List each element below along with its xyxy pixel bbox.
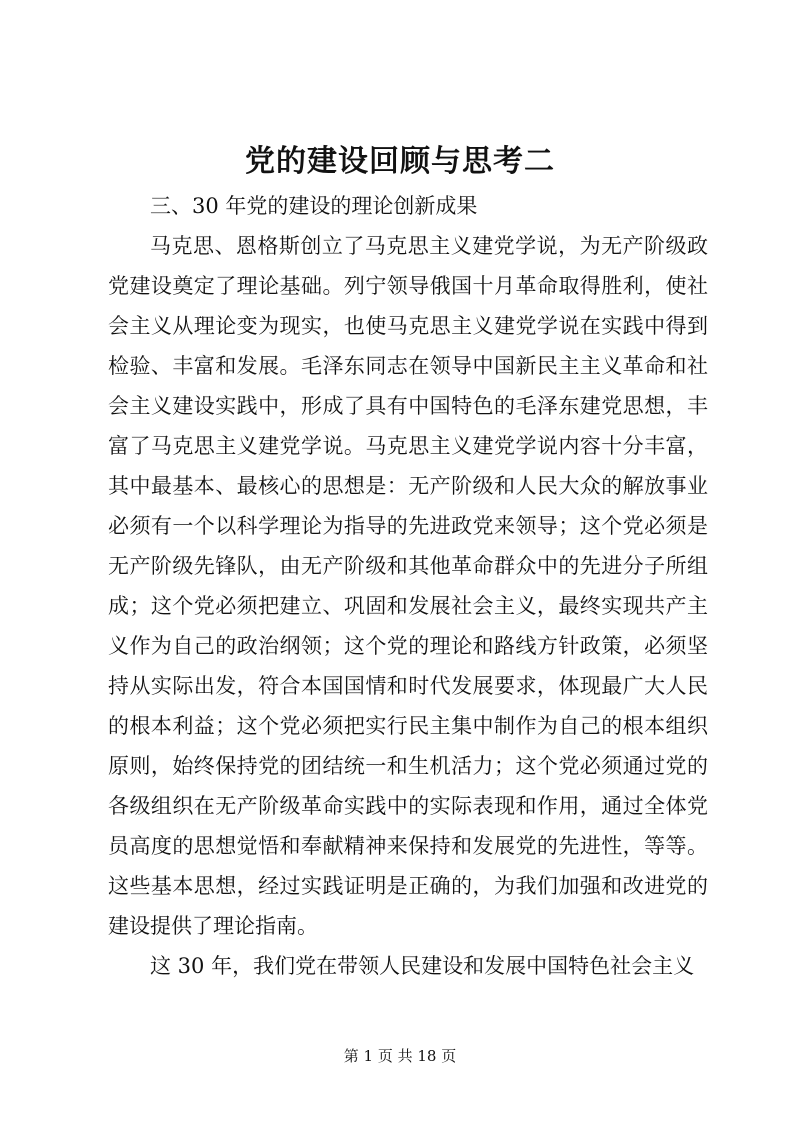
paragraph-line: 其中最基本、最核心的思想是：无产阶级和人民大众的解放事业 xyxy=(108,474,708,498)
paragraph-line: 建设提供了理论指南。 xyxy=(108,914,318,938)
paragraph-line: 各级组织在无产阶级革命实践中的实际表现和作用，通过全体党 xyxy=(108,794,708,818)
paragraph-line: 富了马克思主义建党学说。马克思主义建党学说内容十分丰富， xyxy=(108,434,708,458)
paragraph-line: 检验、丰富和发展。毛泽东同志在领导中国新民主主义革命和社 xyxy=(108,354,708,378)
paragraph-line: 必须有一个以科学理论为指导的先进政党来领导；这个党必须是 xyxy=(108,514,708,538)
paragraph-line: 员高度的思想觉悟和奉献精神来保持和发展党的先进性，等等。 xyxy=(108,834,708,858)
paragraph-line: 党建设奠定了理论基础。列宁领导俄国十月革命取得胜利，使社 xyxy=(108,274,708,298)
paragraph-1 xyxy=(108,226,708,946)
page-number: 第 1 页 共 18 页 xyxy=(343,1047,457,1065)
paragraph-line: 这 30 年，我们党在带领人民建设和发展中国特色社会主义 xyxy=(150,954,695,978)
paragraph-line: 无产阶级先锋队，由无产阶级和其他革命群众中的先进分子所组 xyxy=(108,554,708,578)
paragraph-line: 持从实际出发，符合本国国情和时代发展要求，体现最广大人民 xyxy=(108,674,708,698)
paragraph-line: 的根本利益；这个党必须把实行民主集中制作为自己的根本组织 xyxy=(108,714,708,738)
document-body xyxy=(108,186,708,986)
paragraph-line: 原则，始终保持党的团结统一和生机活力；这个党必须通过党的 xyxy=(108,754,708,778)
document-title: 党的建设回顾与思考二 xyxy=(245,144,555,179)
paragraph-line: 成；这个党必须把建立、巩固和发展社会主义，最终实现共产主 xyxy=(108,594,708,618)
paragraph-2 xyxy=(108,946,708,986)
paragraph-line: 会主义从理论变为现实，也使马克思主义建党学说在实践中得到 xyxy=(108,314,708,338)
section-heading: 三、30 年党的建设的理论创新成果 xyxy=(150,194,478,218)
paragraph-line: 会主义建设实践中，形成了具有中国特色的毛泽东建党思想，丰 xyxy=(108,394,708,418)
paragraph-line: 义作为自己的政治纲领；这个党的理论和路线方针政策，必须坚 xyxy=(108,634,708,658)
paragraph-line: 这些基本思想，经过实践证明是正确的，为我们加强和改进党的 xyxy=(108,874,708,898)
paragraph-line: 马克思、恩格斯创立了马克思主义建党学说，为无产阶级政 xyxy=(150,234,708,258)
